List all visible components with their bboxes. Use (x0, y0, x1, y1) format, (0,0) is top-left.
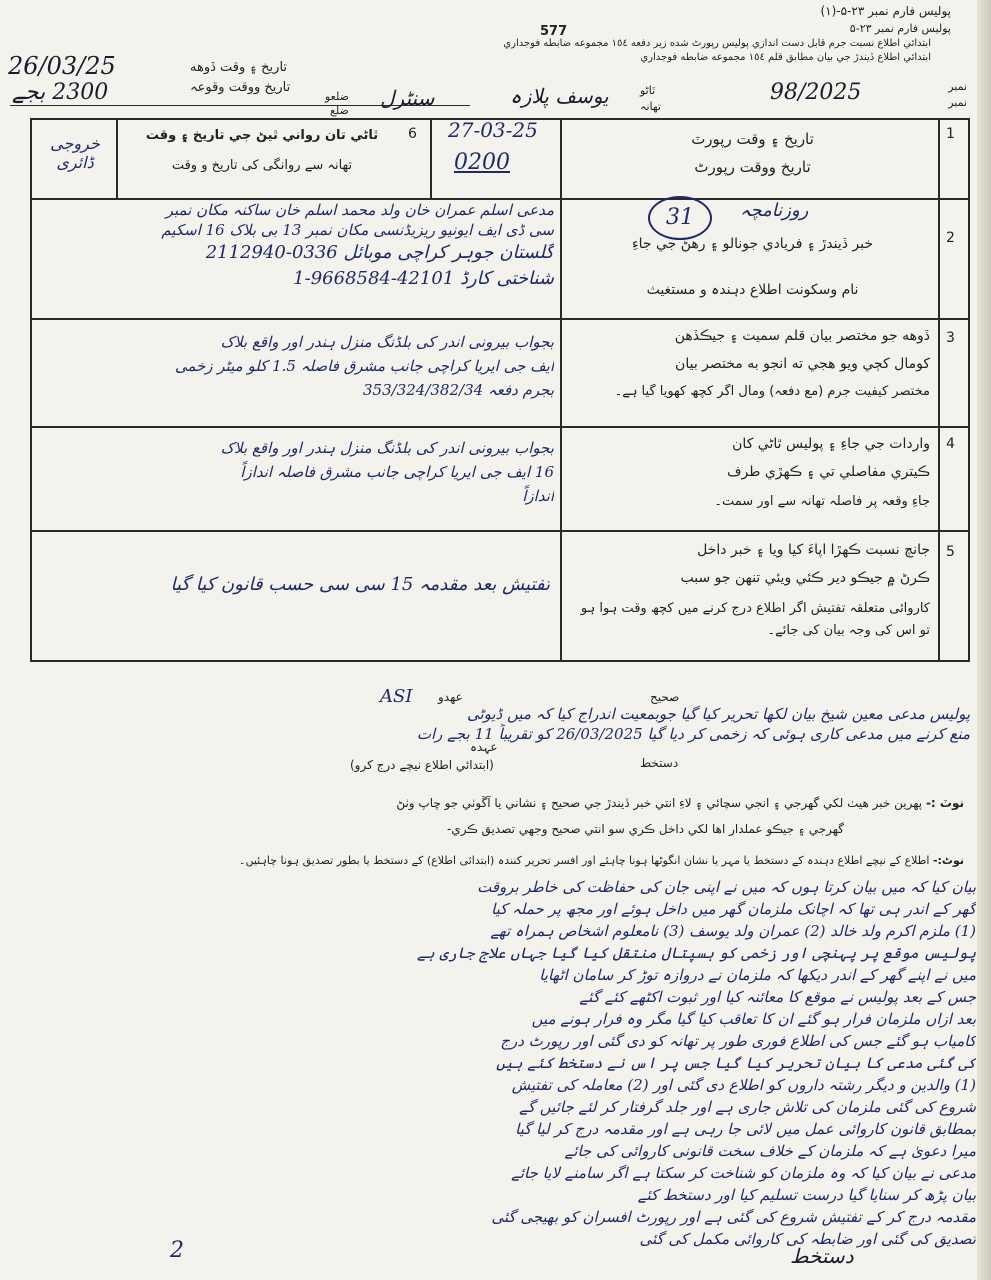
narrative-line: کامیاب ہو گئے جس کی اطلاع فوری طور پر تھانہ کو دی گئی اور رپورٹ درج (500, 1032, 976, 1050)
row-3-label-2: كومال کڄي ويو هجي ته انجو به مختصر بيان (675, 356, 930, 372)
note-sindhi (24, 796, 964, 836)
narrative-line: تصدیق کی گئی اور ضابطہ کی کاروائی مکمل کی گئی (639, 1230, 976, 1248)
form-number-1: پولیس فارم نمبر ۲۳-۵-(۱) (820, 4, 951, 18)
occurrence-date: 26/03/25 (8, 52, 116, 80)
circled-entry-number: 31 (666, 205, 694, 230)
row-4-label-urdu: جاءِ وقعہ پر فاصلہ تھانہ سے اور سمت۔ (714, 494, 930, 509)
narrative-line: میں نے اپنے گھر کے اندر دیکھا کہ ملزمان نے دروازہ توڑ کر سامان اٹھایا (539, 966, 976, 984)
occurrence-date-label: تاريخ ۽ وقت ڏوهه (190, 60, 288, 75)
fir-number-value: 98/2025 (770, 80, 862, 105)
row-3-label: ڏوهه جو مختصر بيان قلم سميت ۽ جيڪڏهن (674, 328, 930, 344)
note-urdu-text: اطلاع کے نیچے اطلاع دہندہ کے دستخط یا مہر یا نشان انگوٹھا ہونا چاہئے اور افسر تحریر کنندہ (ابتدائی اطلاع) کے دستخط یا بطور تصدیق ہونا چاہئیں۔ (239, 854, 930, 867)
number-column-divider (938, 118, 940, 660)
departure-value: خروجی ڈائری (50, 134, 100, 172)
row-1-number: 1 (946, 126, 955, 142)
complainant-line: سی ڈی ایف ایونیو ریزیڈنسی مکان نمبر 13 بی بلاک 16 اسکیم (161, 221, 554, 239)
row-divider-4 (30, 530, 970, 532)
station-label: ٿاڻو (640, 84, 656, 97)
narrative-line: کی گئی مدعی کا بیان تحریر کیا گیا جس پر اس نے دستخط کئے ہیں (496, 1054, 976, 1072)
complaint-narrative (4, 876, 976, 1250)
station-label-urdu: تھانہ (640, 100, 661, 113)
narrative-line: (1) والدین و دیگر رشتہ داروں کو اطلاع دی گئی اور (2) معاملہ کی تفتیش (511, 1076, 976, 1094)
complainant-line: شناختی کارڈ 42101-9668584-1 (293, 268, 554, 289)
offence-details (36, 330, 554, 402)
note-sindhi-line-1: پهرين خبر هيٺ لکي گهرجي ۽ انجي سچائي ۽ لاءِ انتي خبر ڏيندڙ جي صحيح ۽ نشاني يا آڱوٺي جو ڇاپ وٺڻ (396, 796, 923, 810)
narrative-line: مدعی نے بیان کیا کہ وہ ملزمان کو شناخت کر سکتا ہے اگر سامنے لایا جائے (511, 1164, 976, 1182)
narrative-top-line: پولیس مدعی معین شیخ بیان لکھا تحریر کیا گیا جوبمعیت اندراج کیا کہ میں ڈیوٹی (466, 705, 970, 723)
occurrence-date-label-urdu: تاریخ ووقت وقوعہ (190, 80, 291, 95)
narrative-line: مقدمہ درج کر کے تفتیش شروع کی گئی ہے اور رپورٹ افسران کو بھیجی گئی (491, 1208, 976, 1226)
note-sindhi-label: نوٽ :- (925, 796, 964, 810)
designation-label: عهدو (438, 690, 463, 704)
row-4-number: 4 (946, 436, 955, 452)
row-divider-3 (30, 426, 970, 428)
row-2-number: 2 (946, 230, 955, 246)
row1-divider-a (430, 118, 432, 198)
row-1-label: تاريخ ۽ وقت رپورٽ (691, 130, 814, 148)
note-urdu (24, 854, 964, 867)
station-value: یوسف پلازہ (510, 84, 609, 108)
row-5-label-2: ڪرڻ ۾ جيڪو دير ڪئي ويئي تنهن جو سبب (680, 570, 930, 586)
row-6-label-urdu: تھانہ سے روانگی کی تاریخ و وقت (171, 158, 353, 173)
asi-designation: ASI (380, 686, 413, 707)
note-sindhi-line-2: گهرجي ۽ جيڪو عملدار اها لکي داخل ڪري سو انتي صحيح وجهي تصديق ڪري- (446, 822, 844, 836)
row-4-label: واردات جي جاءِ ۽ پوليس ٿاڻي كان (732, 436, 930, 452)
offence-section: بجرم دفعہ 353/324/382/34 (363, 381, 554, 399)
designation-label-urdu: عہدہ (470, 740, 498, 754)
row-5-label: جانچ نسبت ڪهڙا اپاءَ کيا ويا ۽ خبر داخل (697, 542, 930, 558)
offence-line: ایف جی ایریا کراچی جانب مشرق فاصلہ 1.5 کلو میٹر زخمی (174, 357, 554, 375)
narrative-line: بیان کیا کہ میں بیان کرتا ہوں کہ میں نے اپنی جان کی حفاظت کی خاطر بروقت (477, 878, 976, 896)
intro-line-2: ابتدائي اطلاع ڏيندڙ جي بيان مطابق قلم ١٥٤ مجموعه ضابطه فوجداري (640, 52, 931, 63)
district-label-urdu: ضلع (330, 104, 349, 117)
correct-label: صحیح (650, 690, 680, 704)
row-2-label: خبر ڏيندڙ ۽ فريادي جونالو ۽ رهڻ جي جاءِ (631, 236, 874, 252)
row-4-label-2: ڪيتري مفاصلي تي ۽ ڪهڙي طرف (726, 464, 930, 480)
narrative-line: پولیس موقع پر پہنچی اور زخمی کو ہسپتال منتقل کیا گیا جہاں علاج جاری ہے (417, 944, 976, 962)
district-label: ضلعو (325, 90, 349, 103)
intro-line-1: ابتدائي اطلاع نسبت جرم قابل دست اندازي پوليس رپورٹ شده زير دفعه ١٥٤ مجموعه ضابطه فوجداري (503, 38, 931, 49)
narrative-line: بیان پڑھ کر سنایا گیا درست تسلیم کیا اور دستخط کئے (637, 1186, 976, 1204)
complainant-details (36, 200, 554, 292)
complainant-line: مدعی اسلم عمران خان ولد محمد اسلم خان ساکنہ مکان نمبر (165, 201, 554, 219)
row-3-label-urdu: مختصر کیفیت جرم (مع دفعہ) ومال اگر کچھ کھویا گیا ہے۔ (614, 384, 930, 399)
district-value: سنٹرل (380, 86, 435, 110)
label-column-divider (560, 118, 562, 660)
location-line: اندازاً (522, 487, 554, 505)
offence-line: بجواب بیرونی اندر کی بلڈنگ منزل ہندر اور واقع بلاک (220, 333, 554, 351)
signature-label: دستخط (640, 756, 679, 770)
report-time: 0200 (454, 150, 510, 175)
narrative-line: جس کے بعد پولیس نے موقع کا معائنہ کیا اور ثبوت اکٹھے کئے گئے (579, 988, 976, 1006)
location-details (36, 436, 554, 508)
row-divider-2 (30, 318, 970, 320)
initial-note: (ابتدائي اطلاع نيچے درج كرو) (350, 758, 494, 772)
row-1-label-urdu: تاریخ ووقت رپورٹ (694, 158, 811, 176)
investigation-value: تفتیش بعد مقدمہ 15 سی سی حسب قانون کیا گیا (170, 574, 550, 595)
narrative-top-line: منع کرنے میں مدعی کاری ہوئی کہ زخمی کر دیا گیا 26/03/2025 کو تقریباً 11 بجے رات (416, 725, 970, 743)
page-edge (977, 0, 991, 1280)
serial-number: 577 (540, 24, 568, 39)
note-urdu-label: نوٹ:- (932, 854, 964, 867)
fir-number-label-urdu: نمبر (948, 96, 967, 109)
narrative-line: شروع کی گئی ملزمان کی تلاش جاری ہے اور جلد گرفتار کر لئے جائیں گے (519, 1098, 976, 1116)
circled-entry (648, 196, 712, 240)
row-6-label: ٿاڻي تان رواني ٿيڻ جي تاريخ ۽ وقت (145, 128, 379, 143)
narrative-line: گھر کے اندر ہی تھا کہ اچانک ملزمان گھر میں داخل ہوئے اور مجھ پر حملہ کیا (491, 900, 976, 918)
page-marker: 2 (170, 1238, 184, 1263)
fir-number-label: نمبر (948, 80, 967, 93)
form-number-2: پولیس فارم نمبر ۲۳-۵ (849, 22, 951, 35)
narrative-line: بعد ازاں ملزمان فرار ہو گئے ان کا تعاقب کیا گیا مگر وہ فرار ہونے میں (531, 1010, 976, 1028)
roznamcha-label: روزنامچہ (740, 200, 809, 221)
location-line: بجواب بیرونی اندر کی بلڈنگ منزل ہندر اور واقع بلاک (220, 439, 554, 457)
narrative-line: (1) ملزم اکرم ولد خالد (2) عمران ولد یوسف (3) نامعلوم اشخاص ہمراہ تھے (490, 922, 976, 940)
narrative-top (10, 704, 970, 744)
row-2-label-urdu: نام وسکونت اطلاع دہندہ و مستغیث (646, 282, 859, 298)
occurrence-time: 2300 بجے (12, 80, 109, 105)
narrative-line: بمطابق قانون کاروائی عمل میں لائی جا رہی ہے اور مقدمہ درج کر لیا گیا (515, 1120, 976, 1138)
row1-divider-b (116, 118, 118, 198)
bottom-signature: دستخط (790, 1244, 854, 1268)
narrative-line: میرا دعویٰ ہے کہ ملزمان کے خلاف سخت قانونی کاروائی کی جائے (564, 1142, 976, 1160)
row-6-number: 6 (408, 126, 417, 142)
row-3-number: 3 (946, 330, 955, 346)
location-line: 16 ایف جی ایریا کراچی جانب مشرق فاصلہ اندازاً (240, 463, 554, 481)
complainant-line: گلستان جوہر کراچی موبائل 0336-2112940 (205, 242, 554, 263)
row-5-number: 5 (946, 544, 955, 560)
report-date: 27-03-25 (448, 118, 538, 142)
row-5-label-urdu: کاروائی متعلقہ تفتیش اگر اطلاع درج کرنے میں کچھ وقت ہوا ہو تو اس کی وجہ بیان کی جائے۔ (580, 601, 930, 638)
